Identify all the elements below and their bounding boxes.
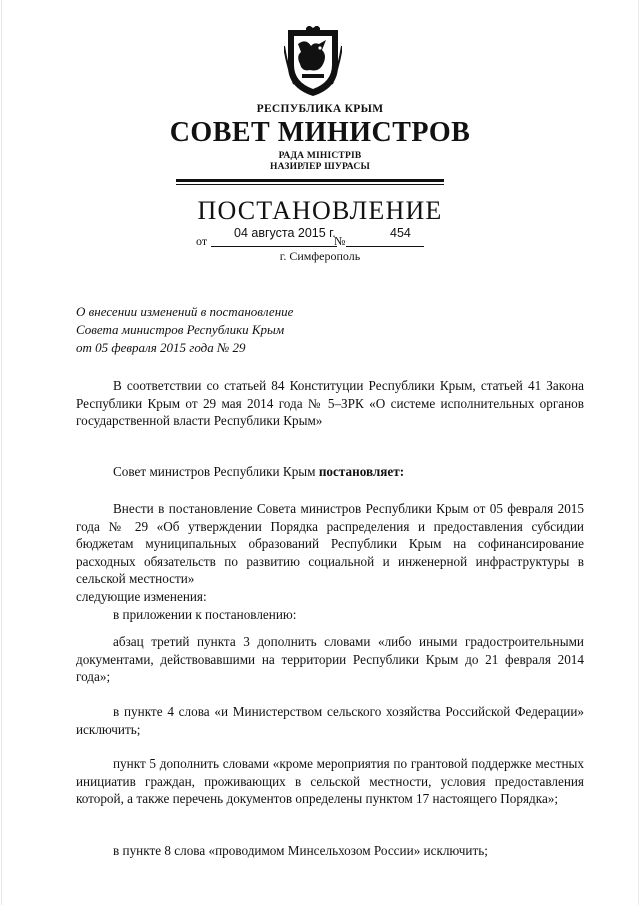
decree-date-number-row	[196, 224, 456, 248]
paragraph-text: абзац третий пункта 3 дополнить словами «либо иными градостроительными документами, действовавшими на территории Республики Крым до 21 февраля 2014 года»;	[76, 634, 584, 684]
paragraph-text: в приложении к постановлению:	[113, 607, 297, 622]
header-divider-thin	[176, 184, 444, 185]
from-label: от	[196, 234, 208, 248]
paragraph-text	[76, 463, 584, 481]
body-paragraph-appendix	[76, 606, 584, 624]
body-paragraph-amend	[76, 500, 584, 605]
paragraph-text: Внести в постановление Совета министров Республики Крым от 05 февраля 2015 года № 29 «Об утверждении Порядка распределения и предоставления субсидии бюджетам муниципальных образований Республики Крым на софинансирование расходных обязательств по развитию социальной и инженерной инфраструктуры в сельской местности»	[76, 501, 584, 586]
subject-line: от 05 февраля 2015 года № 29	[76, 340, 246, 355]
subject-line: О внесении изменений в постановление	[76, 304, 294, 319]
body-paragraph-resolves	[76, 463, 584, 481]
body-paragraph-item8	[76, 842, 584, 860]
resolves-text: Совет министров Республики Крым	[113, 464, 319, 479]
paragraph-text: пункт 5 дополнить словами «кроме мероприятия по грантовой поддержке местных инициатив граждан, проживающих в сельской местности, условия предоставления которой, а также перечень документов определены пунктом 17 настоящего Порядка»;	[76, 756, 584, 806]
republic-title: РЕСПУБЛИКА КРЫМ	[256, 103, 384, 115]
crimea-coat-of-arms-icon	[284, 26, 342, 98]
decree-title: ПОСТАНОВЛЕНИЕ	[197, 196, 443, 225]
subject-line: Совета министров Республики Крым	[76, 322, 285, 337]
paragraph-text: в пункте 8 слова «проводимом Минсельхозом России» исключить;	[113, 843, 488, 858]
council-title-ukrainian: РАДА МІНІСТРІВ	[278, 151, 362, 161]
paragraph-text: следующие изменения:	[76, 588, 207, 604]
decree-city: г. Симферополь	[279, 249, 361, 263]
paragraph-text: В соответствии со статьей 84 Конституции Республики Крым, статьей 41 Закона Республики Крым от 29 мая 2014 года № 5–ЗРК «О системе исполнительных органов государственной власти Республики Крым»	[76, 378, 584, 428]
date-underline	[211, 246, 337, 247]
council-title: СОВЕТ МИНИСТРОВ	[169, 117, 471, 148]
body-paragraph-basis	[76, 377, 584, 430]
council-title-crimean-tatar: НАЗИРЛЕР ШУРАСЫ	[270, 162, 370, 172]
body-paragraph-item3	[76, 633, 584, 686]
header-divider-thick	[176, 179, 444, 182]
resolves-keyword: постановляет:	[318, 464, 405, 479]
body-paragraph-item5	[76, 755, 584, 808]
body-paragraph-item4	[76, 703, 584, 738]
number-label: №	[334, 234, 346, 248]
paragraph-text: в пункте 4 слова «и Министерством сельского хозяйства Российской Федерации» исключить;	[76, 704, 584, 737]
decree-number: 454	[390, 226, 411, 240]
number-underline	[346, 246, 424, 247]
decree-subject	[76, 303, 293, 357]
decree-date: 04 августа 2015 г.	[234, 226, 336, 240]
